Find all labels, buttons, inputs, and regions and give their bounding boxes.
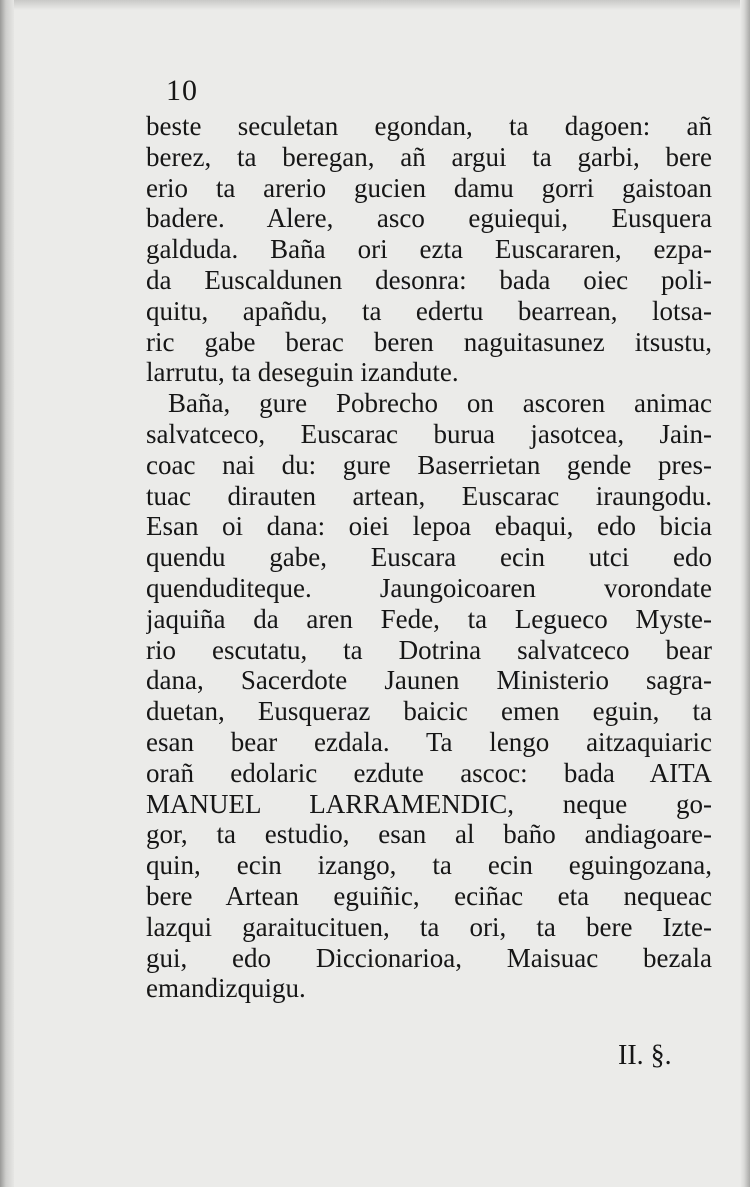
page-number: 10: [166, 74, 198, 107]
page-top-edge: [0, 0, 750, 10]
text-line: salvatceco, Euscarac burua jasotcea, Jain-: [146, 418, 712, 449]
text-line: Baña, gure Pobrecho on ascoren animac: [168, 388, 712, 419]
text-line: esan bear ezdala. Ta lengo aitzaquiaric: [146, 726, 712, 757]
text-line: larrutu, ta deseguin izandute.: [146, 357, 459, 388]
text-line: orañ edolaric ezdute ascoc: bada AITA: [146, 757, 712, 788]
page-right-edge: [740, 0, 750, 1187]
text-line: quendu gabe, Euscara ecin utci edo: [146, 542, 712, 573]
text-line: da Euscaldunen desonra: bada oiec poli-: [146, 264, 712, 295]
next-section-catchword: II. §.: [618, 1040, 672, 1071]
text-line: quitu, apañdu, ta edertu bearrean, lotsa-: [146, 295, 712, 326]
text-line: badere. Alere, asco eguiequi, Eusquera: [146, 203, 712, 234]
text-line: rio escutatu, ta Dotrina salvatceco bear: [146, 634, 712, 665]
body-text: [146, 111, 712, 1004]
text-line: duetan, Eusqueraz baicic emen eguin, ta: [146, 696, 712, 727]
text-line: bere Artean eguiñic, eciñac eta nequeac: [146, 880, 712, 911]
text-line: berez, ta beregan, añ argui ta garbi, bere: [146, 141, 712, 172]
text-line: emandizquigu.: [146, 973, 306, 1004]
text-line: jaquiña da aren Fede, ta Legueco Myste-: [146, 603, 712, 634]
text-line: coac nai du: gure Baserrietan gende pres-: [146, 449, 712, 480]
text-line: beste seculetan egondan, ta dagoen: añ: [146, 111, 712, 141]
text-line: tuac dirauten artean, Euscarac iraungodu.: [146, 480, 712, 511]
text-line: Esan oi dana: oiei lepoa ebaqui, edo bicia: [146, 511, 712, 542]
text-line: dana, Sacerdote Jaunen Ministerio sagra-: [146, 665, 712, 696]
text-line: quenduditeque. Jaungoicoaren vorondate: [146, 572, 712, 603]
page-gutter-shadow: [0, 0, 14, 1187]
text-line: gor, ta estudio, esan al baño andiagoare-: [146, 819, 712, 850]
text-line: lazqui garaitucituen, ta ori, ta bere Izte-: [146, 911, 712, 942]
text-line: quin, ecin izango, ta ecin eguingozana,: [146, 850, 712, 881]
text-line: ric gabe berac beren naguitasunez itsustu,: [146, 326, 712, 357]
text-line: MANUEL LARRAMENDIC, neque go-: [146, 788, 712, 819]
text-line: erio ta arerio gucien damu gorri gaistoan: [146, 172, 712, 203]
text-line: galduda. Baña ori ezta Euscararen, ezpa-: [146, 234, 712, 265]
text-line: gui, edo Diccionarioa, Maisuac bezala: [146, 942, 712, 973]
